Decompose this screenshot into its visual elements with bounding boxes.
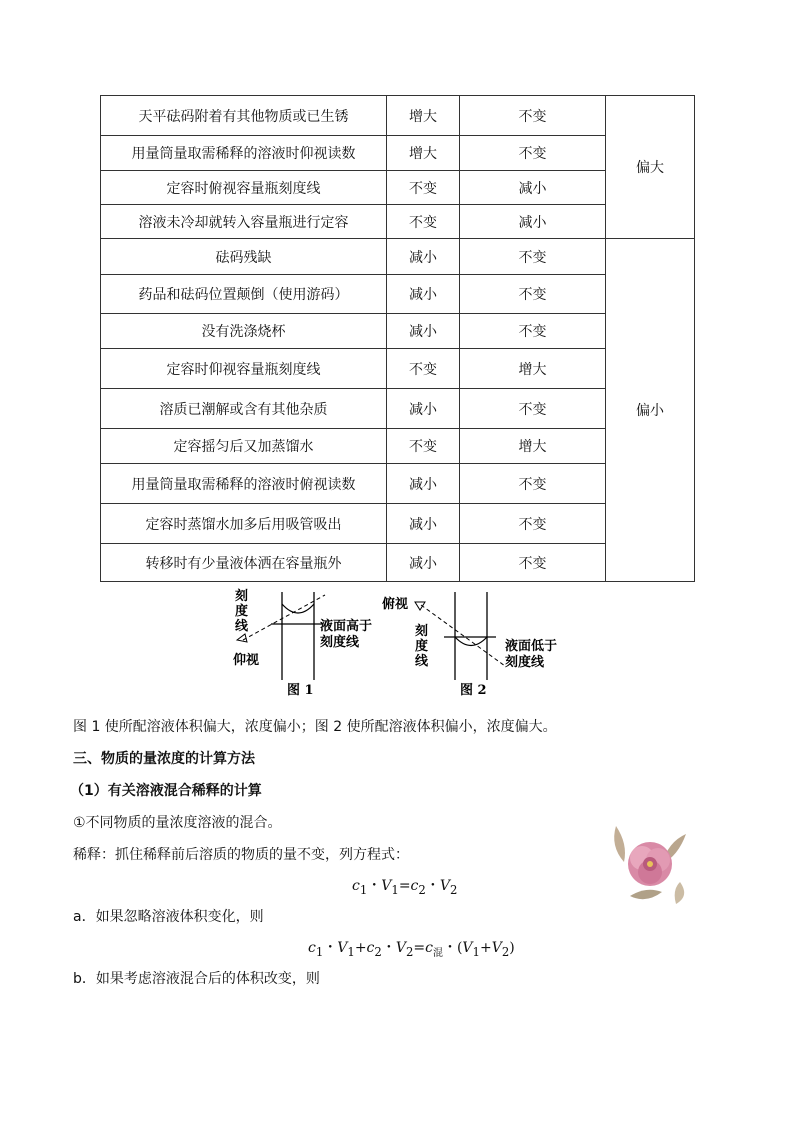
fig1-note: 液面高于 [320, 619, 373, 634]
solute-amount-cell: 不变 [387, 349, 460, 389]
solute-amount-cell: 减小 [387, 464, 460, 504]
cause-cell: 转移时有少量液体洒在容量瓶外 [101, 544, 387, 582]
fig2-caption: 图 2 [460, 683, 487, 698]
cause-cell: 定容时蒸馏水加多后用吸管吸出 [101, 504, 387, 544]
equation-mixing: $c_1$・$V_1+c_2$・$V_2=c_混$・$(V_1+V_2)$ [308, 940, 515, 959]
equation-dilution: $c_1$・$V_1=c_2$・$V_2$ [352, 878, 458, 897]
table-row [101, 171, 695, 205]
table-row [101, 314, 695, 349]
table-row [101, 136, 695, 171]
cause-cell: 定容时俯视容量瓶刻度线 [101, 171, 387, 205]
fig2-eye-label: 俯视 [382, 597, 409, 612]
volume-cell: 增大 [460, 429, 606, 464]
table-row [101, 239, 695, 275]
volume-cell: 增大 [460, 349, 606, 389]
fig1-label: 刻 [235, 589, 249, 604]
solute-amount-cell: 不变 [387, 205, 460, 239]
table-row [101, 96, 695, 136]
concentration-result-cell: 偏大 [606, 96, 695, 239]
error-analysis-table [100, 95, 695, 582]
solute-amount-cell: 减小 [387, 314, 460, 349]
case-a: a．如果忽略溶液体积变化，则 [73, 909, 264, 925]
fig1-eye-label: 仰视 [233, 653, 260, 668]
cause-cell: 溶液未冷却就转入容量瓶进行定容 [101, 205, 387, 239]
concentration-result-cell: 偏小 [606, 239, 695, 582]
cause-cell: 砝码残缺 [101, 239, 387, 275]
cause-cell: 溶质已潮解或含有其他杂质 [101, 389, 387, 429]
item-1: ①不同物质的量浓度溶液的混合。 [73, 815, 282, 831]
figure-1 [233, 588, 372, 698]
fig2-note: 液面低于 [505, 639, 558, 654]
solute-amount-cell: 增大 [387, 136, 460, 171]
cause-cell: 用量筒量取需稀释的溶液时俯视读数 [101, 464, 387, 504]
solute-amount-cell: 不变 [387, 429, 460, 464]
table-row [101, 275, 695, 314]
table-row [101, 464, 695, 504]
table-row [101, 429, 695, 464]
volume-cell: 不变 [460, 239, 606, 275]
volume-cell: 不变 [460, 389, 606, 429]
volume-cell: 不变 [460, 504, 606, 544]
sight-line [243, 595, 325, 640]
figure-2 [382, 592, 557, 698]
volume-cell: 减小 [460, 205, 606, 239]
meniscus-high [282, 604, 314, 613]
cause-cell: 药品和砝码位置颠倒（使用游码） [101, 275, 387, 314]
solute-amount-cell: 增大 [387, 96, 460, 136]
fig2-label: 度 [415, 639, 429, 654]
table-row [101, 504, 695, 544]
volume-cell: 减小 [460, 171, 606, 205]
subsection-heading: （1）有关溶液混合稀释的计算 [70, 783, 262, 799]
fig2-label: 线 [415, 654, 429, 669]
meniscus-low [455, 637, 487, 646]
figure-explanation: 图 1 使所配溶液体积偏大，浓度偏小；图 2 使所配溶液体积偏小，浓度偏大。 [73, 719, 557, 735]
eye-icon [237, 634, 247, 642]
cause-cell: 没有洗涤烧杯 [101, 314, 387, 349]
solute-amount-cell: 不变 [387, 171, 460, 205]
volume-cell: 不变 [460, 275, 606, 314]
volume-cell: 不变 [460, 314, 606, 349]
fig1-label: 度 [235, 604, 249, 619]
fig2-note: 刻度线 [505, 655, 545, 670]
case-b: b．如果考虑溶液混合后的体积改变，则 [73, 971, 320, 987]
table-row [101, 389, 695, 429]
sight-line [421, 605, 505, 666]
cause-cell: 定容时仰视容量瓶刻度线 [101, 349, 387, 389]
cause-cell: 用量筒量取需稀释的溶液时仰视读数 [101, 136, 387, 171]
volume-cell: 不变 [460, 96, 606, 136]
fig2-label: 刻 [415, 624, 429, 639]
cause-cell: 定容摇匀后又加蒸馏水 [101, 429, 387, 464]
table-row [101, 205, 695, 239]
table-row [101, 349, 695, 389]
table-row [101, 544, 695, 582]
solute-amount-cell: 减小 [387, 275, 460, 314]
cause-cell: 天平砝码附着有其他物质或已生锈 [101, 96, 387, 136]
volume-cell: 不变 [460, 464, 606, 504]
fig1-caption: 图 1 [287, 683, 314, 698]
solute-amount-cell: 减小 [387, 544, 460, 582]
volume-cell: 不变 [460, 544, 606, 582]
solute-amount-cell: 减小 [387, 239, 460, 275]
fig1-note: 刻度线 [320, 635, 360, 650]
fig1-label: 线 [235, 619, 249, 634]
solute-amount-cell: 减小 [387, 389, 460, 429]
dilution-text: 稀释：抓住稀释前后溶质的物质的量不变，列方程式： [73, 847, 409, 863]
eye-icon [415, 602, 425, 610]
section-heading: 三、物质的量浓度的计算方法 [73, 751, 255, 767]
flask-reading-figure [225, 588, 575, 700]
volume-cell: 不变 [460, 136, 606, 171]
solute-amount-cell: 减小 [387, 504, 460, 544]
flower-decoration [606, 816, 694, 906]
